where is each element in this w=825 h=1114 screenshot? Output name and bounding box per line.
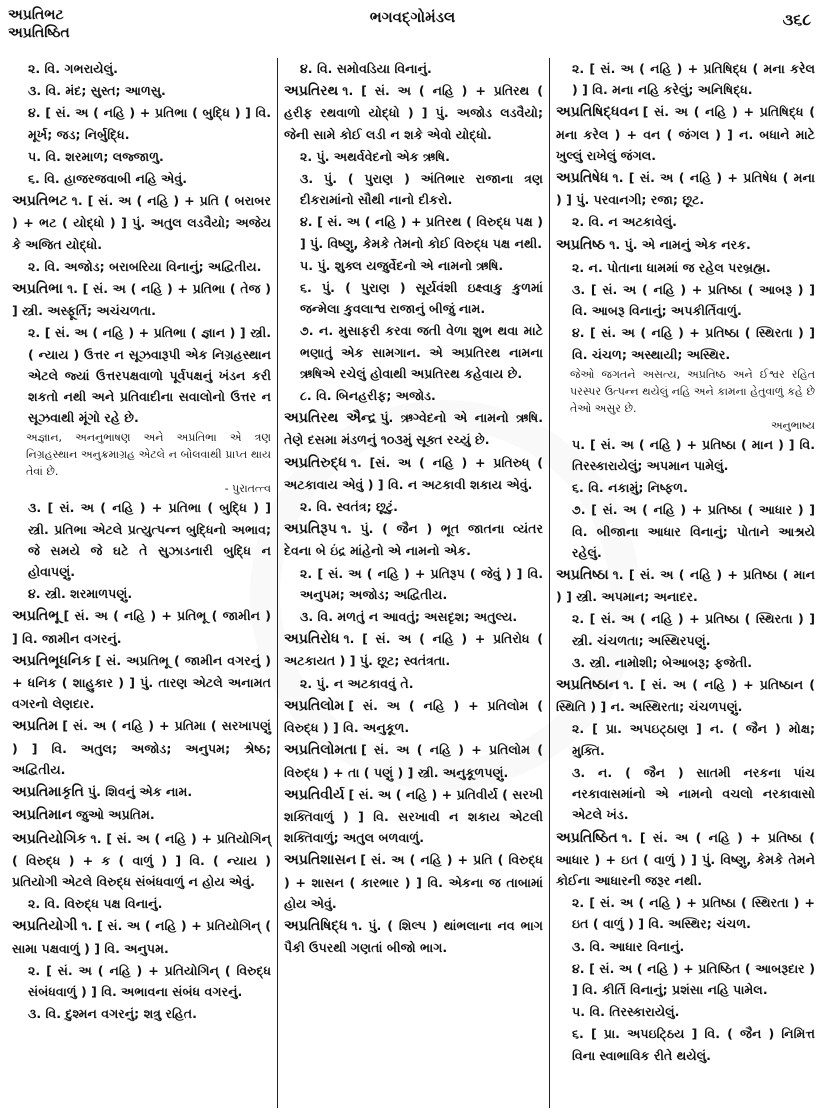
definition-text: ૧. [ સં. અ ( નહિ ) + પ્રતિષેધ ( મના ) ] પું. પરવાનગી; રજા; છૂટ. xyxy=(556,170,815,208)
definition-text: [ સં. અ ( નહિ ) + પ્રતિલોમ ( વિરુદ્ધ ) + તા ( પણું ) ] સ્ત્રી. અનુકૂળપણું. xyxy=(284,742,543,780)
dictionary-entry xyxy=(12,915,271,958)
headword: અપ્રતિષ્ઠિત xyxy=(556,829,618,846)
definition-text: [ સં. અ ( નહિ ) + પ્રતિભૂ ( જામીન ) ] વિ. જામીન વગરનું. xyxy=(12,608,271,646)
page-header xyxy=(0,0,825,56)
quote-text: અજ્ઞાન, અનનુભાષણ અને અપ્રતિભા એ ત્રણ નિગ્રહસ્થાન અનુક્રમાગ્રહ એટલે ન બોલવાથી પ્રાપ્ત થાય તેવાં છે. xyxy=(26,431,271,479)
definition-text: ૨. પું. ન અટકાવવું તે. xyxy=(300,675,414,691)
definition-text: ૨. [ સં. અ ( નહિ ) + પ્રતિષ્ઠા ( સ્થિરતા ) ] સ્ત્રી. ચંચળતા; અસ્થિરપણું. xyxy=(572,611,815,648)
entry-sense xyxy=(556,279,815,321)
dictionary-entry xyxy=(556,234,815,256)
entry-sense xyxy=(12,58,271,79)
definition-text: ૪. [ સં. અ ( નહિ ) + પ્રતિભા ( બુદ્ધિ ) ] વિ. મૂર્ખ; જડ; નિર્બુદ્ધિ. xyxy=(28,105,271,142)
definition-text: ૨. [ સં. અ ( નહિ ) + પ્રતિષ્ઠા ( સ્થિરતા ) + ઇત ( વાળું ) ] વિ. અસ્થિર; ચંચળ. xyxy=(572,895,815,932)
headword: અપ્રતિષ્ઠા xyxy=(556,567,609,584)
column-2 xyxy=(277,58,549,1108)
definition-text: ૧. [ સં. અ ( નહિ ) + પ્રતિરોધ ( અટકાયત ) ] પું. છૂટ; સ્વતંત્રતા. xyxy=(284,631,543,669)
dictionary-entry xyxy=(284,628,543,671)
entry-sense xyxy=(12,322,271,428)
definition-text: ૫. [ સં. અ ( નહિ ) + પ્રતિષ્ઠા ( માન ) ] વિ. તિરસ્કારાયેલું; અપમાન પામેલું. xyxy=(572,436,815,474)
page-number: ૩૬૮ xyxy=(782,10,811,29)
definition-text: ૪. [ સં. અ ( નહિ ) + પ્રતિરથ ( વિરુદ્ધ પક્ષ ) ] પું. વિષ્ણુ, કેમકે તેમનો કોઈ વિરુદ્ધ પક્ષ નથી. xyxy=(300,214,543,251)
dictionary-entry xyxy=(556,827,815,892)
definition-text: ૩. પું. ( પુરાણ ) અંતિભાર રાજાના ત્રણ દીકરામાંનો સૌથી નાનો દીકરો. xyxy=(300,171,543,208)
definition-text: ૨. વિ. અજોડ; બરાબરિયા વિનાનું; અદ્વિતીય. xyxy=(28,258,262,274)
entry-sense xyxy=(556,1001,815,1022)
dictionary-entry xyxy=(556,674,815,717)
headword: અપ્રતિષેધ xyxy=(556,170,609,187)
definition-text: ૭. [ સં. અ ( નહિ ) + પ્રતિષ્ઠા ( આધાર ) ] વિ. બીજાના આધાર વિનાનું; પોતાને આશ્રયે રહેલું. xyxy=(572,502,815,560)
definition-text: ૩. વિ. મંદ; સુસ્ત; આળસુ. xyxy=(28,83,166,99)
definition-text: ૧. [ સં. અ ( નહિ ) + પ્રતિષ્ઠા ( માન ) ] સ્ત્રી. અપમાન; અનાદર. xyxy=(556,567,815,605)
definition-text: ૩. [ સં. અ ( નહિ ) + પ્રતિષ્ઠા ( આબરૂ ) ] વિ. આબરૂ વિનાનું; અપકીર્તિવાળું. xyxy=(572,282,815,319)
headword: અપ્રતિભૂધનિક xyxy=(12,652,92,669)
dictionary-entry xyxy=(284,80,543,145)
headword: અપ્રતિશાસન xyxy=(284,852,357,869)
entry-sense xyxy=(556,211,815,232)
definition-text: ૧. [ સં. અ ( નહિ ) + પ્રતિરથ ( હરીફ રથવાળો યોદ્ધો ) ] પું. અજોડ લડવૈયો; જેની સામે કોઈ લડી ન શકે એવો યોદ્ધો. xyxy=(284,83,543,142)
definition-text: ૧. [ સં. અ ( નહિ ) + પ્રતિભા ( તેજ ) ] સ્ત્રી. અસ્ફૂર્તિ; અચંચળતા. xyxy=(12,281,271,319)
entry-sense xyxy=(284,211,543,253)
definition-text: ૧. [ સં. અ ( નહિ ) + પ્રતિયોગિન્ ( સામા પક્ષવાળું ) ] વિ. અનુપમ. xyxy=(12,918,271,956)
dictionary-entry xyxy=(284,407,543,450)
definition-text: ૩. વિ. દુશ્મન વગરનું; શત્રુ રહિત. xyxy=(28,1006,197,1022)
headword: અપ્રતિરૂપ xyxy=(284,521,337,538)
headword: અપ્રતિભા xyxy=(12,281,63,298)
definition-text: ૩. વિ. મળતું ન આવતું; અસદૃશ; અતુલ્ય. xyxy=(300,609,518,625)
entry-sense xyxy=(556,434,815,476)
entry-sense xyxy=(556,499,815,563)
guide-word-last: અપ્રતિષ્ઠિત xyxy=(8,25,70,41)
headword: અપ્રતિભટ xyxy=(12,193,68,210)
headword: અપ્રતિષ્ઠાન xyxy=(556,677,620,694)
entry-sense xyxy=(284,496,543,517)
definition-text: ૫. વિ. શરમાળ; લજ્જાળુ. xyxy=(28,148,164,164)
headword: અપ્રતિયોગી xyxy=(12,918,78,935)
entry-sense xyxy=(556,322,815,364)
definition-text: ૪. [ સં. અ ( નહિ ) + પ્રતિષ્ઠા ( સ્થિરતા ) ] વિ. ચંચળ; અસ્થાયી; અસ્થિર. xyxy=(572,325,815,362)
book-title: ભગવદ્ગોમંડલ xyxy=(369,8,456,26)
dictionary-entry xyxy=(12,715,271,780)
definition-text: ૭. ન. મુસાફરી કરવા જતી વેળા શુભ થવા માટે ભણાતું એક સામગાન. એ અપ્રતિરથ નામના ઋષિએ રચેલું હોવાથી અપ્રતિરથ કહેવાય છે. xyxy=(300,323,543,381)
definition-text: ૪. [ સં. અ ( નહિ ) + પ્રતિષ્ઠિત ( આબરૂદાર ) ] વિ. કીર્તિ વિનાનું; પ્રશંસા નહિ પામેલ. xyxy=(572,960,815,997)
column-3 xyxy=(549,58,821,1108)
entry-sense xyxy=(12,583,271,604)
definition-text: ૮. વિ. બિનહરીફ; અજોડ. xyxy=(300,388,436,404)
definition-text: [ સં. અ ( નહિ ) + પ્રતિ ( વિરુદ્ધ ) + શાસન ( કારભાર ) ] વિ. એકના જ તાબામાં હોય એવું. xyxy=(284,852,543,911)
entry-sense xyxy=(284,606,543,627)
entry-sense xyxy=(284,277,543,319)
definition-text: ૨. વિ. ગભરાયેલું. xyxy=(28,61,118,76)
definition-text: ૨. વિ. ન અટકાવેલું. xyxy=(572,214,677,230)
definition-text: [ સં. અ ( નહિ ) + પ્રતિમા ( સરખાપણું ) ] વિ. અતુલ; અજોડ; અનુપમ; શ્રેષ્ઠ; અદ્વિતીય. xyxy=(12,718,271,777)
entry-sense xyxy=(12,256,271,277)
entry-sense xyxy=(556,1023,815,1065)
definition-text: ૬. વિ. નકામું; નિષ્ફળ. xyxy=(572,480,688,496)
dictionary-entry xyxy=(12,650,271,715)
dictionary-entry xyxy=(12,190,271,255)
definition-text: ૧. પું. ( શિલ્પ ) થાંભલાના નવ ભાગ પૈકી ઉપરથી ગણતાં બીજો ભાગ. xyxy=(284,917,543,956)
dictionary-entry xyxy=(12,278,271,321)
entry-sense xyxy=(284,58,543,79)
dictionary-entry xyxy=(12,828,271,893)
headword: અપ્રતિલોમ xyxy=(284,697,345,714)
headword: અપ્રતિરુદ્ધ xyxy=(284,454,347,471)
headword: અપ્રતિમાકૃતિ xyxy=(12,784,84,801)
headword: અપ્રતિરથ xyxy=(284,83,339,100)
definition-text: ૧. પું. ( જૈન ) ભૂત જાતના વ્યંતર દેવના બે ઇંદ્ર માંહેનો એ નામનો એક. xyxy=(284,521,543,559)
definition-text: ૫. વિ. તિરસ્કારાયેલું. xyxy=(572,1004,680,1020)
dictionary-columns xyxy=(6,58,821,1108)
entry-sense xyxy=(556,58,815,100)
definition-text: ૧. [ સં. અ ( નહિ ) + પ્રતિ ( બરાબર ) + ભટ ( યોદ્ધો ) ] પું. અતુલ લડવૈયો; અજેય કે અજિત યોદ્ધો. xyxy=(12,193,271,252)
citation-quote xyxy=(556,366,815,434)
definition-text: ૫. પું. શુક્લ યજુર્વેદનો એ નામનો ઋષિ. xyxy=(300,257,504,273)
definition-text: ૪. વિ. સમોવડિયા વિનાનું. xyxy=(300,61,432,76)
definition-text: ૧. [ સં. અ ( નહિ ) + પ્રતિષ્ઠા ( આધાર ) + ઇત ( વાળું ) ] પું. વિષ્ણુ, કેમકે તેમને કોઈના આધારની જરૂર નથી. xyxy=(556,829,815,888)
definition-text: ૨. વિ. વિરુદ્ધ પક્ષ વિનાનું. xyxy=(28,896,163,912)
definition-text: ૧. [સં. અ ( નહિ ) + પ્રતિરુધ્ ( અટકાવાય એવું ) ] વિ. ન અટકાવી શકાય એવું. xyxy=(284,454,543,492)
entry-sense xyxy=(556,257,815,278)
entry-sense xyxy=(556,892,815,934)
definition-text: [ સં. અ ( નહિ ) + પ્રતિલોમ ( વિરુદ્ધ ) ] વિ. અનુકૂળ. xyxy=(284,697,543,736)
entry-sense xyxy=(12,80,271,101)
citation-quote xyxy=(12,429,271,497)
dictionary-entry xyxy=(284,695,543,738)
definition-text: ૨. વિ. સ્વતંત્ર; છૂટું. xyxy=(300,499,398,515)
entry-sense xyxy=(284,255,543,276)
definition-text: ૩. સ્ત્રી. નામોશી; બેઆબરૂ; ફજેતી. xyxy=(572,654,752,670)
entry-sense xyxy=(556,936,815,957)
headword: અપ્રતિલોમતા xyxy=(284,742,357,759)
entry-sense xyxy=(12,960,271,1002)
headword: અપ્રતિષ્ઠ xyxy=(556,236,606,253)
dictionary-entry xyxy=(284,915,543,958)
definition-text: ૩. વિ. આધાર વિનાનું. xyxy=(572,938,685,954)
definition-text: પું. શિવનું એક નામ. xyxy=(87,784,193,800)
dictionary-entry xyxy=(284,452,543,495)
definition-text: ૩. [ સં. અ ( નહિ ) + પ્રતિભા ( બુદ્ધિ ) ] સ્ત્રી. પ્રતિભા એટલે પ્રત્યુત્પન્ન બુદ્ધિનો અભાવ; જે સમયે જે ઘટે તે સુઝાડનારી બુદ્ધિ ન હોવાપણું. xyxy=(28,500,271,580)
quote-source: - પુરાતત્ત્વ xyxy=(224,482,271,496)
dictionary-entry xyxy=(284,739,543,782)
entry-sense xyxy=(556,958,815,1000)
entry-sense xyxy=(284,146,543,167)
dictionary-entry xyxy=(556,101,815,166)
entry-sense xyxy=(284,563,543,605)
headword: અપ્રતિમ xyxy=(12,718,59,735)
entry-sense xyxy=(556,477,815,498)
dictionary-entry xyxy=(284,849,543,914)
entry-sense xyxy=(12,102,271,144)
dictionary-entry xyxy=(12,781,271,803)
definition-text: પું. ઋગ્વેદનો એ નામનો ઋષિ. તેણે દસમા મંડળનું ૧૦૩મું સૂક્ત રચ્યું છે. xyxy=(284,410,544,448)
definition-text: ૬. વિ. હાજરજવાબી નહિ એવું. xyxy=(28,171,187,187)
quote-text: જેઓ જગતને અસત્ય, અપ્રતિષ્ઠ અને ઈશ્વર રહિત પરસ્પર ઉત્પન્ન થયેલું નહિ અને કામના હેતુવાળું કહે છે તેઓ અસુર છે. xyxy=(570,367,815,415)
definition-text: ૨. પું. અથર્વવેદનો એક ઋષિ. xyxy=(300,148,450,164)
definition-text: ૨. [ સં. અ ( નહિ ) + પ્રતિષિદ્ધ ( મના કરેલ ) ] વિ. મના નહિ કરેલું; અનિષિદ્ધ. xyxy=(572,61,815,98)
definition-text: [ સં. અપ્રતિભૂ ( જામીન વગરનું ) + ધનિક ( શાહુકાર ) ] પું. તારણ એટલે અનામત વગરનો લેણદાર. xyxy=(12,652,271,712)
headword: અપ્રતિભૂ xyxy=(12,608,60,625)
entry-sense xyxy=(12,893,271,914)
entry-sense xyxy=(556,652,815,673)
headword: અપ્રતિષિદ્ધ xyxy=(284,917,348,934)
definition-text: ૧. પું. એ નામનું એક નરક. xyxy=(609,236,751,252)
definition-text: ૨. [ સં. અ ( નહિ ) + પ્રતિરૂપ ( જેવું ) ] વિ. અનુપમ; અજોડ; અદ્વિતીય. xyxy=(300,565,543,602)
entry-sense xyxy=(12,1003,271,1024)
dictionary-entry xyxy=(284,518,543,561)
dictionary-entry xyxy=(284,784,543,849)
entry-sense xyxy=(556,762,815,826)
definition-text: ૨. ન. પોતાના ધામમાં જ રહેલ પરબ્રહ્મ. xyxy=(572,259,771,275)
entry-sense xyxy=(12,168,271,189)
entry-sense xyxy=(556,718,815,760)
dictionary-entry xyxy=(12,605,271,648)
definition-text: ૪. સ્ત્રી. શરમાળપણું. xyxy=(28,586,133,602)
definition-text: ૧. [ સં. અ ( નહિ ) + પ્રતિયોગિન્ ( વિરુદ્ધ ) + ક ( વાળું ) ] વિ. ( ન્યાય ) પ્રતિયોગી એટલે વિરુદ્ધ સંબંધવાળું ન હોય એવું. xyxy=(12,830,271,889)
dictionary-entry xyxy=(556,167,815,210)
headword: અપ્રતિમાન xyxy=(12,807,73,824)
definition-text: ૨. [ સં. અ ( નહિ ) + પ્રતિભા ( જ્ઞાન ) ] સ્ત્રી. ( ન્યાય ) ઉત્તર ન સૂઝવારૂપી એક નિગ્રહસ્થાન એટલે જ્યાં ઉત્તરપક્ષવાળો પૂર્વપક્ષનું ખંડન કરી શકતો નથી અને પ્રતિવાદીના સવાલોનો ઉત્તર ન સૂઝવાથી મૂંગો રહે છે. xyxy=(28,325,271,426)
definition-text: [ સં. અ ( નહિ ) + પ્રતિષિદ્ધ ( મના કરેલ ) + વન ( જંગલ ) ] ન. બધાને માટે ખુલ્લું રાખેલું જંગલ. xyxy=(556,104,815,163)
definition-text: [ સં. અ ( નહિ ) + પ્રતિવીર્ય ( સરખી શક્તિવાળું ) ] વિ. સરખાવી ન શકાય એટલી શક્તિવાળું; અતુલ બળવાળું. xyxy=(284,786,543,846)
headword: અપ્રતિયોગિક xyxy=(12,830,87,847)
headword: અપ્રતિવીર્ય xyxy=(284,786,345,803)
definition-text: ૬. [ પ્રા. અપઇટ્ઠિય ] વિ. ( જૈન ) નિમિત્ત વિના સ્વાભાવિક રીતે થયેલું. xyxy=(572,1026,815,1063)
entry-sense xyxy=(284,385,543,406)
definition-text: ૨. [ પ્રા. અપઇટ્ઠાણ ] ન. ( જૈન ) મોક્ષ; મુક્તિ. xyxy=(572,721,815,758)
dictionary-entry xyxy=(556,564,815,607)
definition-text: ૩. ન. ( જૈન ) સાતમી નરકના પાંચ નરકાવાસમાંનો એ નામનો વચલો નરકાવાસો એટલે ખંડ. xyxy=(572,764,815,823)
entry-sense xyxy=(284,320,543,384)
headword: અપ્રતિષિદ્ધવન xyxy=(556,104,639,121)
entry-sense xyxy=(284,673,543,694)
definition-text: જુઓ અપ્રતિમ. xyxy=(76,807,155,823)
definition-text: ૧. [ સં. અ ( નહિ ) + પ્રતિષ્ઠાન ( સ્થિતિ ) ] ન. અસ્થિરતા; ચંચળપણું. xyxy=(556,677,815,715)
column-1 xyxy=(6,58,277,1108)
quote-source: અનુભાષ્ય xyxy=(770,418,815,432)
entry-sense xyxy=(12,146,271,167)
headword: અપ્રતિરથ ઐન્દ્ર xyxy=(284,410,377,427)
entry-sense xyxy=(12,497,271,582)
definition-text: ૨. [ સં. અ ( નહિ ) + પ્રતિયોગિન્ ( વિરુદ્ધ સંબંધવાળું ) ] વિ. અભાવના સંબંધ વગરનું. xyxy=(28,962,271,999)
headword: અપ્રતિરોધ xyxy=(284,631,340,648)
dictionary-entry xyxy=(12,804,271,826)
guide-word-first: અપ્રતિભટ xyxy=(8,7,64,23)
entry-sense xyxy=(284,168,543,210)
definition-text: ૬. પું. ( પુરાણ ) સૂર્યવંશી ઇક્ષ્વાકુ કુળમાં જન્મેલા કુવલાશ્વ રાજાનું બીજું નામ. xyxy=(300,280,543,317)
entry-sense xyxy=(556,608,815,650)
